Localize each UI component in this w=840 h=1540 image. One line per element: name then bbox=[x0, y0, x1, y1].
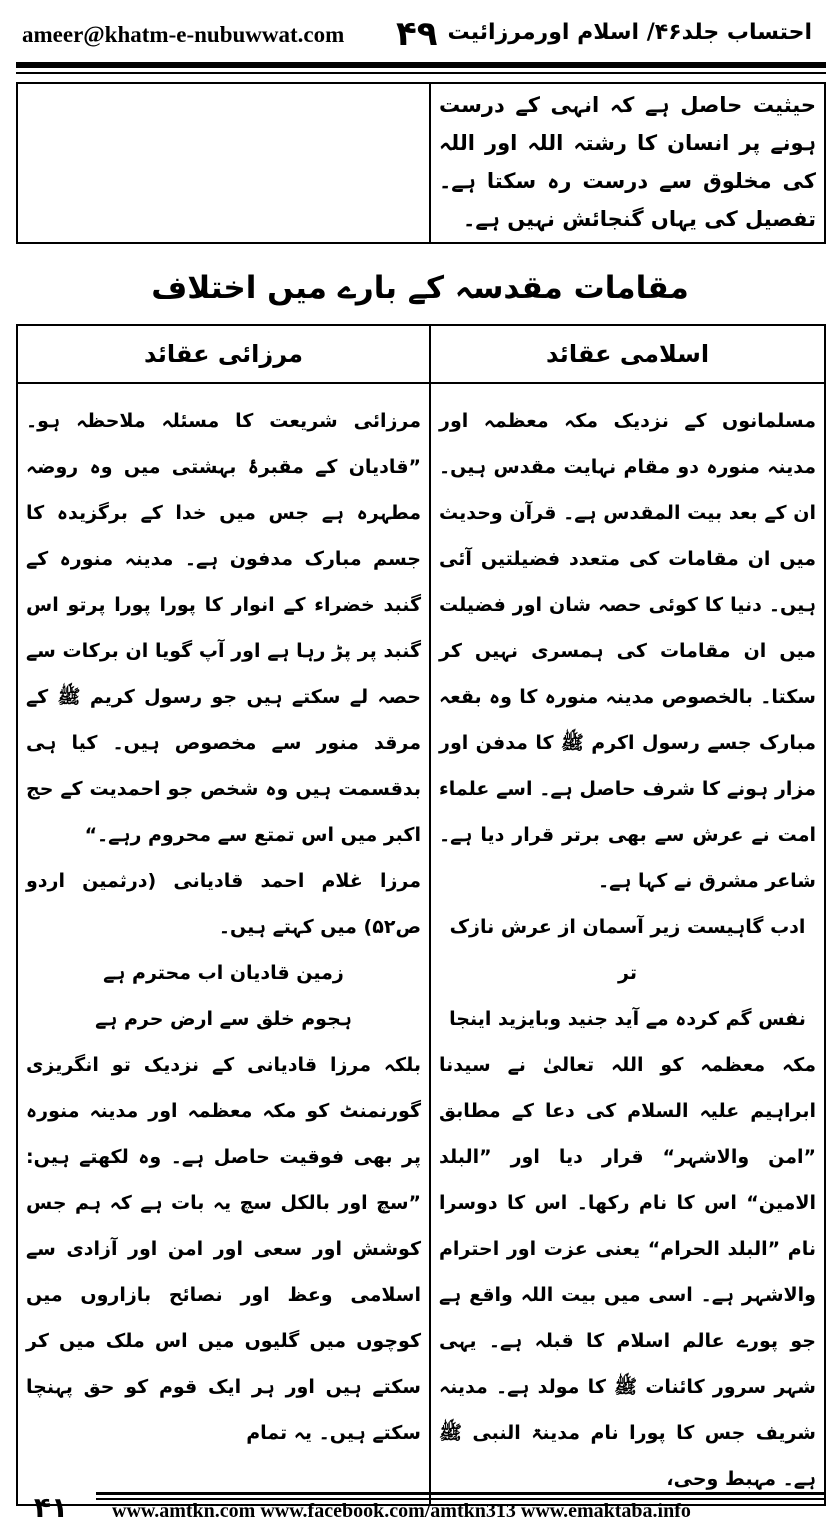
header-divider-thin bbox=[16, 72, 826, 74]
header-page-number: ۴۹ bbox=[396, 14, 438, 54]
header-email: ameer@khatm-e-nubuwwat.com bbox=[22, 22, 345, 47]
continuation-right-cell bbox=[430, 83, 825, 243]
left-paragraph-2: مرزا غلام احمد قادیانی (درثمین اردو ص۵۲) میں کہتے ہیں۔ bbox=[26, 870, 421, 938]
left-verse-2: ہجوم خلق سے ارض حرم ہے bbox=[95, 1008, 352, 1030]
section-title: مقامات مقدسہ کے بارے میں اختلاف bbox=[151, 270, 689, 306]
footer-page-number: ۴۱ bbox=[33, 1491, 69, 1524]
mirzai-beliefs-text bbox=[26, 398, 421, 1456]
page-footer bbox=[16, 1488, 826, 1528]
right-verse-1: ادب گاہیست زیر آسمان از عرش نازک تر bbox=[449, 916, 806, 984]
right-column-header: اسلامی عقائد bbox=[430, 325, 825, 383]
continuation-table bbox=[16, 82, 826, 244]
right-paragraph-2: مکہ معظمہ کو اللہ تعالیٰ نے سیدنا ابراہیم علیہ السلام کی دعا کے مطابق ”امن والاشہر“ قرار دیا اور ”البلد الامین“ اس کا نام رکھا۔ اس کا دوسرا نام ”البلد الحرام“ یعنی عزت اور احترام والاشہر ہے۔ اسی میں بیت اللہ واقع ہے جو پورے عالم اسلام کا قبلہ ہے۔ یہی شہر سرور کائنات ﷺ کا مولد ہے۔ مدینہ شریف جس کا پورا نام مدینۃ النبی ﷺ ہے۔ مہبط وحی، bbox=[439, 1054, 816, 1490]
continuation-right-text: حیثیت حاصل ہے کہ انہی کے درست ہونے پر انسان کا رشتہ اللہ اور اللہ کی مخلوق سے درست رہ سکتا ہے۔ تفصیل کی یہاں گنجائش نہیں ہے۔ bbox=[439, 93, 816, 231]
left-column-body bbox=[17, 383, 430, 1505]
comparison-table bbox=[16, 324, 826, 1506]
footer-divider-thick bbox=[96, 1492, 826, 1495]
page-header bbox=[0, 0, 840, 62]
right-paragraph-1: مسلمانوں کے نزدیک مکہ معظمہ اور مدینہ منورہ دو مقام نہایت مقدس ہیں۔ ان کے بعد بیت المقدس ہے۔ قرآن وحدیث میں ان مقامات کی متعدد فضیلتیں آئی ہیں۔ دنیا کا کوئی حصہ شان اور فضیلت میں ان مقامات کی ہمسری نہیں کر سکتا۔ بالخصوص مدینہ منورہ کا وہ بقعہ مبارک جسے رسول اکرم ﷺ کا مدفن اور مزار ہونے کا شرف حاصل ہے۔ اسے علماء امت نے عرش سے بھی برتر قرار دیا ہے۔ شاعر مشرق نے کہا ہے۔ bbox=[439, 410, 816, 892]
left-column-header: مرزائی عقائد bbox=[17, 325, 430, 383]
right-column-body bbox=[430, 383, 825, 1505]
islamic-beliefs-text bbox=[439, 398, 816, 1502]
header-book-title: احتساب جلد۴۶/ اسلام اورمرزائیت bbox=[447, 20, 812, 45]
left-paragraph-3: بلکہ مرزا قادیانی کے نزدیک تو انگریزی گورنمنٹ کو مکہ معظمہ اور مدینہ منورہ پر بھی فوقیت حاصل ہے۔ وہ لکھتے ہیں: ”سچ اور بالکل سچ یہ بات ہے کہ ہم جس کوشش اور سعی اور امن اور آزادی سے اسلامی وعظ اور نصائح بازاروں میں کوچوں میں گلیوں میں اس ملک میں کر سکتے ہیں اور ہر ایک قوم کو حق پہنچا سکتے ہیں۔ یہ تمام bbox=[26, 1054, 421, 1444]
left-verse-1: زمین قادیان اب محترم ہے bbox=[103, 962, 344, 984]
left-paragraph-1: مرزائی شریعت کا مسئلہ ملاحظہ ہو۔ ”قادیان کے مقبرۂ بہشتی میں وہ روضہ مطہرہ ہے جس میں خدا کے برگزیدہ کا جسم مبارک مدفون ہے۔ مدینہ منورہ کے گنبد خضراء کے انوار کا پورا پورا پرتو اس گنبد پر پڑ رہا ہے اور آپ گویا ان برکات سے حصہ لے سکتے ہیں جو رسول کریم ﷺ کے مرقد منور سے مخصوص ہیں۔ کیا ہی بدقسمت ہیں وہ شخص جو احمدیت کے حج اکبر میں اس تمتع سے محروم رہے۔“ bbox=[26, 410, 421, 846]
footer-urls: www.amtkn.com www.facebook.com/amtkn313 www.emaktaba.info bbox=[112, 1500, 691, 1522]
header-divider-thick bbox=[16, 62, 826, 68]
continuation-left-cell bbox=[17, 83, 430, 243]
right-verse-2: نفس گم کردہ مے آید جنید وبایزید اینجا bbox=[449, 1008, 806, 1030]
